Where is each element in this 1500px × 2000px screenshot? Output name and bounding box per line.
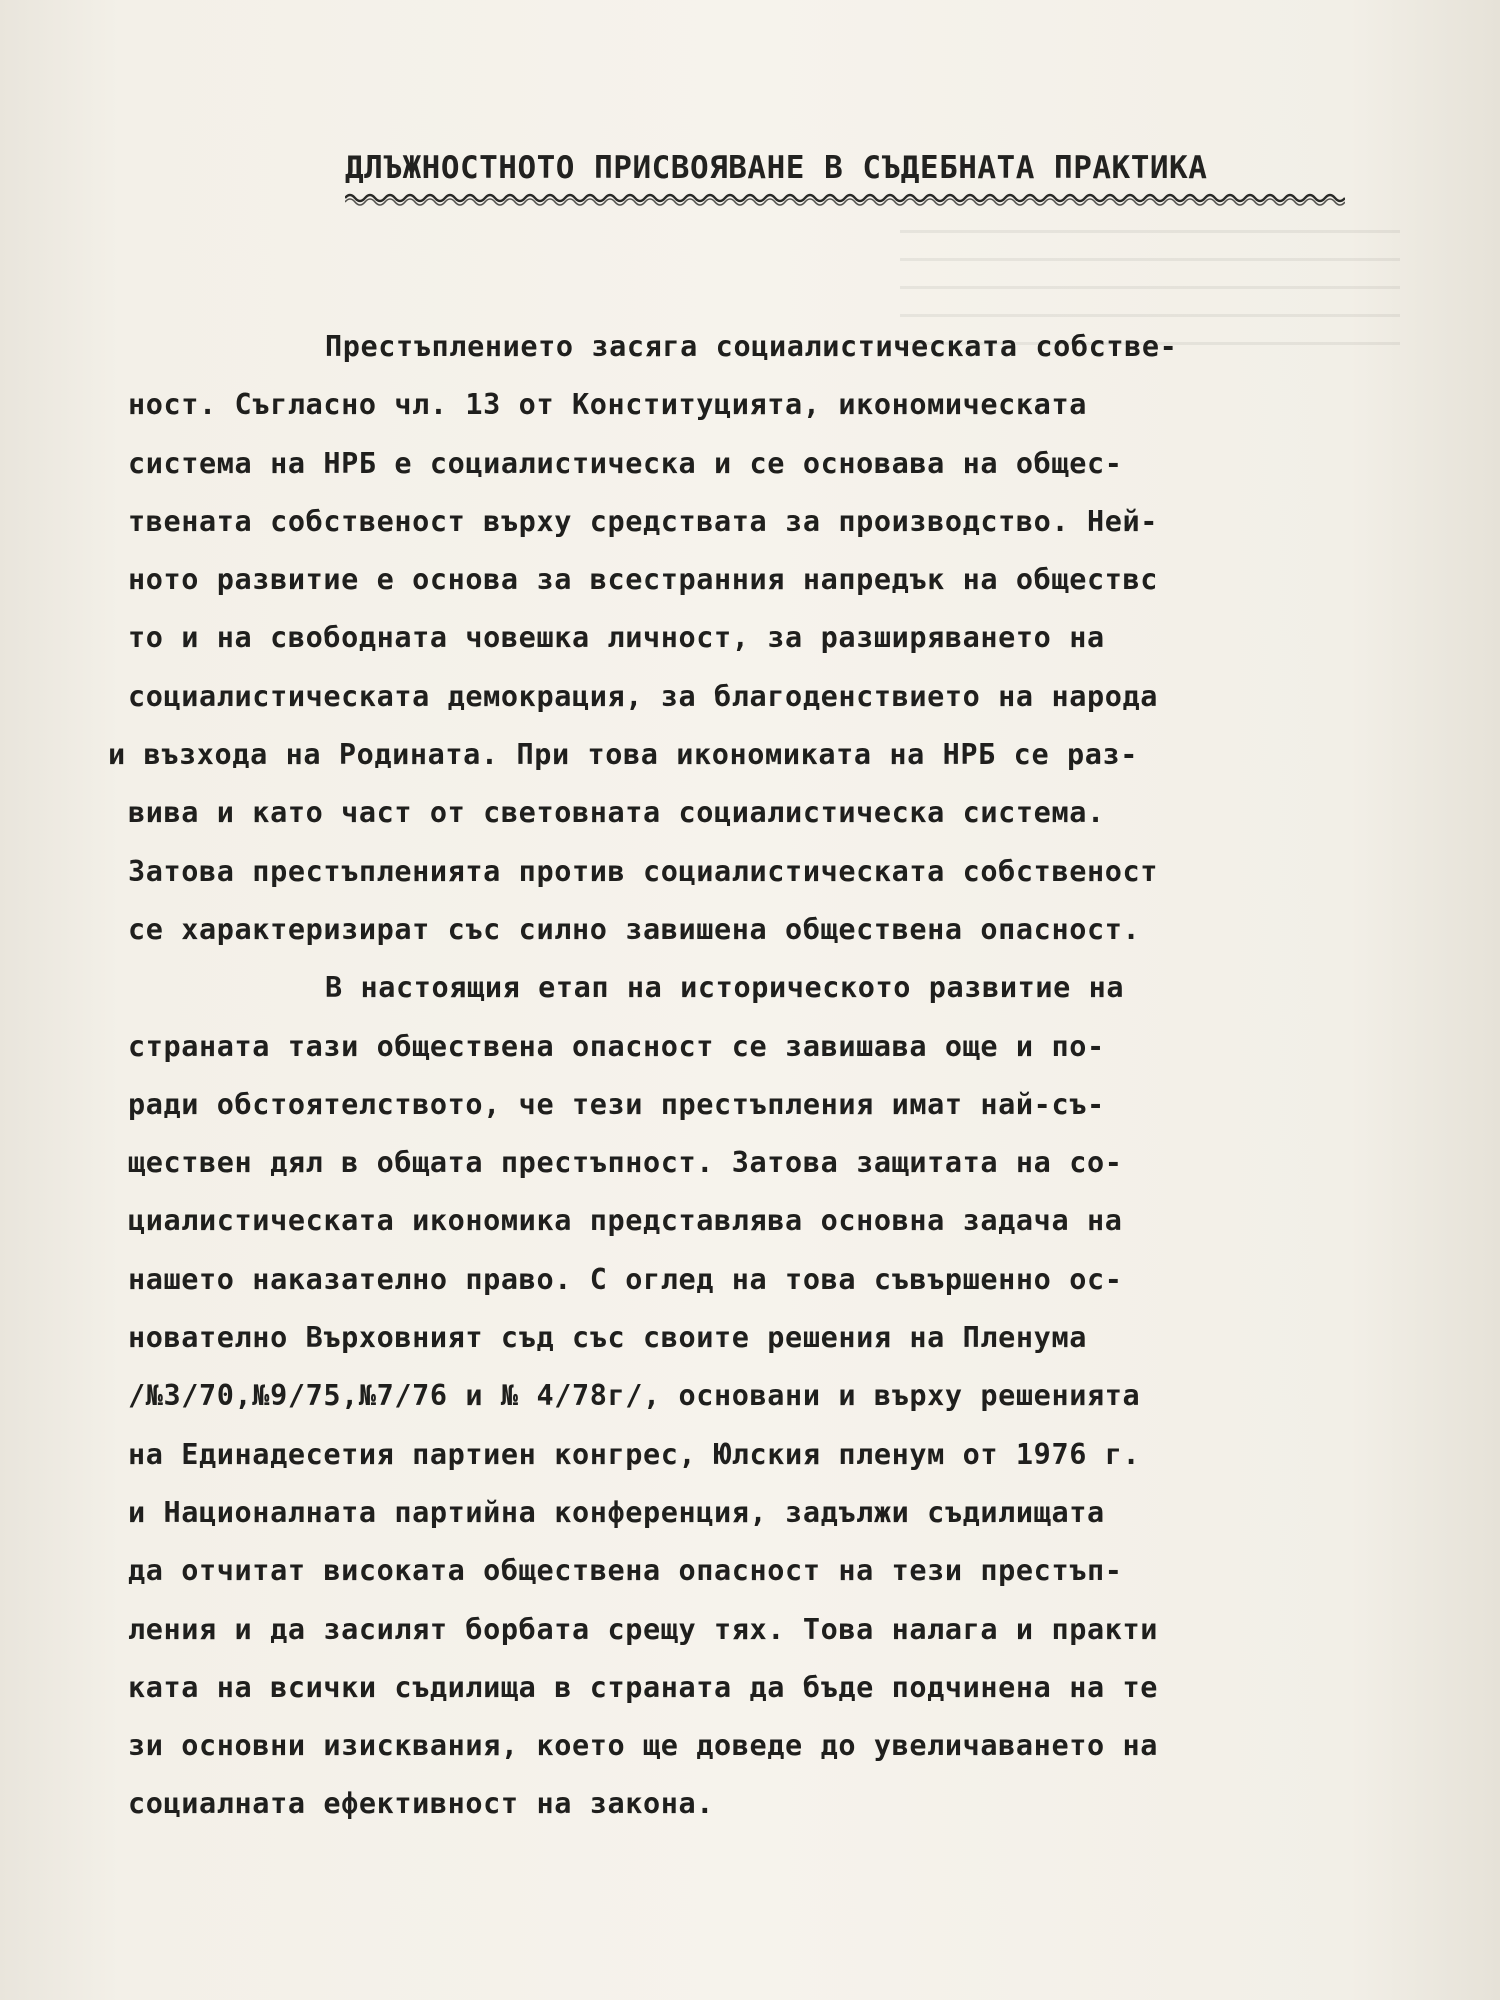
text-line: да отчитат високата обществена опасност на тези престъп- — [128, 1554, 1123, 1588]
text-line: ност. Съгласно чл. 13 от Конституцията, икономическата — [128, 388, 1087, 422]
text-line: ното развитие е основа за всестранния напредък на обществс — [128, 563, 1158, 597]
title-wavy-underline — [345, 190, 1345, 206]
text-line: зи основни изисквания, което ще доведе до увеличаването на — [128, 1729, 1158, 1763]
text-line: и Националната партийна конференция, задължи съдилищата — [128, 1495, 1105, 1529]
text-line: социалната ефективност на закона. — [128, 1787, 715, 1821]
title-block — [345, 150, 1345, 206]
text-line: се характеризират със силно завишена обществена опасност. — [128, 912, 1141, 946]
text-line: ществен дял в общата престъпност. Затова защитата на со- — [128, 1146, 1123, 1180]
text-line: циалистическата икономика представлява основна задача на — [128, 1204, 1123, 1238]
text-line: нователно Върховният съд със своите решения на Пленума — [128, 1321, 1087, 1355]
text-line: твената собственост върху средствата за производство. Ней- — [128, 504, 1158, 538]
text-line: ради обстоятелството, че тези престъпления имат най-съ- — [128, 1087, 1105, 1121]
text-line: ката на всички съдилища в страната да бъде подчинена на те — [128, 1670, 1158, 1704]
text-line: социалистическата демокрация, за благоденствието на народа — [128, 679, 1158, 713]
document-title: ДЛЪЖНОСТНОТО ПРИСВОЯВАНЕ В СЪДЕБНАТА ПРАКТИКА — [345, 150, 1208, 186]
text-line: Затова престъпленията против социалистическата собственост — [128, 854, 1158, 888]
text-line: ления и да засилят борбата срещу тях. Това налага и практи — [128, 1612, 1158, 1646]
text-line: нашето наказателно право. С оглед на това съвършенно ос- — [128, 1262, 1123, 1296]
text-line: /№3/70,№9/75,№7/76 и № 4/78г/, основани и върху решенията — [128, 1379, 1141, 1413]
document-body — [100, 318, 1410, 1834]
text-line: на Единадесетия партиен конгрес, Юлския пленум от 1976 г. — [128, 1437, 1141, 1471]
text-line: система на НРБ е социалистическа и се основава на общес- — [128, 446, 1123, 480]
text-line: В настоящия етап на историческото развитие на — [325, 971, 1125, 1005]
text-line: вива и като част от световната социалистическа система. — [128, 796, 1105, 830]
text-line: страната тази обществена опасност се завишава още и по- — [128, 1029, 1105, 1063]
text-line: и възхода на Родината. При това икономиката на НРБ се раз- — [108, 738, 1138, 772]
text-line: то и на свободната човешка личност, за разширяването на — [128, 621, 1105, 655]
text-line: Престъплението засяга социалистическата собстве- — [325, 330, 1178, 363]
